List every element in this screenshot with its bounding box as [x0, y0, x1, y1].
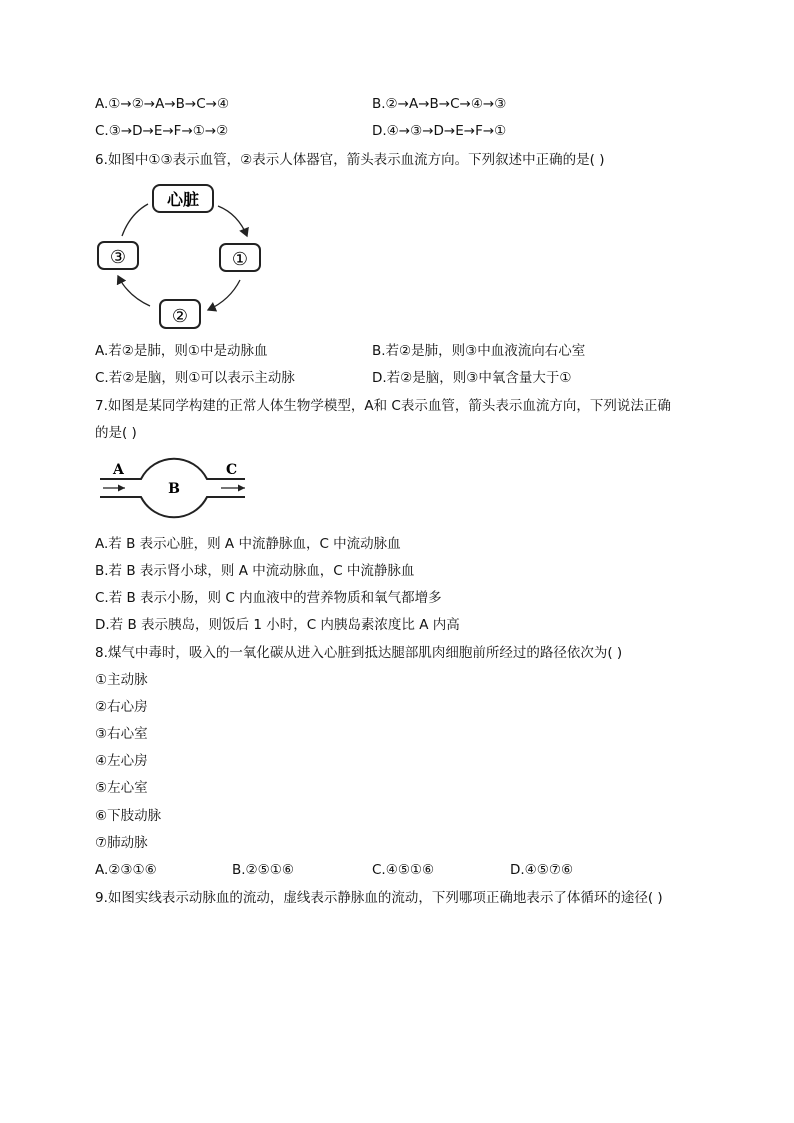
q8-option-a: A.②③①⑥ — [95, 862, 157, 878]
q8-item-5: ⑤左心室 — [95, 780, 148, 796]
q7-option-d: D.若 B 表示胰岛，则饭后 1 小时，C 内胰岛素浓度比 A 内高 — [95, 617, 460, 633]
q7-stem-line2: 的是( ) — [95, 425, 137, 441]
q7-label-a: A — [113, 462, 124, 478]
q6-stem: 6.如图中①③表示血管，②表示人体器官，箭头表示血流方向。下列叙述中正确的是( ) — [95, 152, 605, 168]
q8-option-d: D.④⑤⑦⑥ — [510, 862, 574, 878]
q5-option-a: A.①→②→A→B→C→④ — [95, 96, 230, 112]
q8-option-c: C.④⑤①⑥ — [372, 862, 435, 878]
q8-item-2: ②右心房 — [95, 699, 148, 715]
q6-option-a: A.若②是肺，则①中是动脉血 — [95, 343, 268, 359]
q8-item-3: ③右心室 — [95, 726, 148, 742]
q7-option-a: A.若 B 表示心脏，则 A 中流静脉血，C 中流动脉血 — [95, 536, 401, 552]
q9-stem: 9.如图实线表示动脉血的流动，虚线表示静脉血的流动，下列哪项正确地表示了体循环的途径( ) — [95, 890, 663, 906]
q8-item-7: ⑦肺动脉 — [95, 835, 148, 851]
q8-item-4: ④左心房 — [95, 753, 148, 769]
q6-option-c: C.若②是脑，则①可以表示主动脉 — [95, 370, 295, 386]
q6-option-d: D.若②是脑，则③中氧含量大于① — [372, 370, 572, 386]
q6-label-1: ① — [231, 249, 249, 270]
q8-item-1: ①主动脉 — [95, 672, 148, 688]
q7-label-b: B — [168, 481, 180, 497]
q7-option-b: B.若 B 表示肾小球，则 A 中流动脉血，C 中流静脉血 — [95, 563, 415, 579]
q6-label-3: ③ — [109, 247, 127, 268]
q6-heart-label: 心脏 — [166, 190, 200, 209]
q8-item-6: ⑥下肢动脉 — [95, 808, 162, 824]
q6-label-2: ② — [171, 306, 189, 327]
q8-option-b: B.②⑤①⑥ — [232, 862, 294, 878]
q6-option-b: B.若②是肺，则③中血液流向右心室 — [372, 343, 586, 359]
q5-option-d: D.④→③→D→E→F→① — [372, 123, 507, 139]
q6-circulation-diagram — [90, 178, 280, 336]
q7-option-c: C.若 B 表示小肠，则 C 内血液中的营养物质和氧气都增多 — [95, 590, 442, 606]
q5-option-b: B.②→A→B→C→④→③ — [372, 96, 507, 112]
q5-option-c: C.③→D→E→F→①→② — [95, 123, 229, 139]
q6-arrow-3-to-heart — [122, 204, 148, 236]
q7-vessel-diagram — [95, 450, 250, 524]
q7-label-c: C — [226, 462, 238, 478]
q8-stem: 8.煤气中毒时，吸入的一氧化碳从进入心脏到抵达腿部肌肉细胞前所经过的路径依次为( ) — [95, 645, 623, 661]
q6-arrow-2-to-3 — [118, 276, 150, 306]
q6-arrow-1-to-2 — [208, 280, 240, 310]
q7-stem-line1: 7.如图是某同学构建的正常人体生物学模型，A和 C表示血管，箭头表示血流方向，下列说法正确 — [95, 398, 671, 414]
q6-arrow-heart-to-1 — [218, 206, 247, 236]
